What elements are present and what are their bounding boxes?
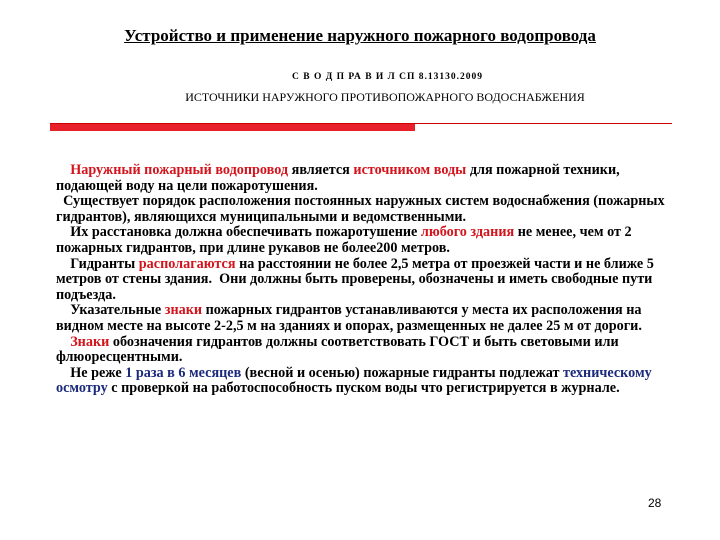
section-heading: ИСТОЧНИКИ НАРУЖНОГО ПРОТИВОПОЖАРНОГО ВОДОСНАБЖЕНИЯ (185, 90, 585, 104)
text-run: пожарных гидрантов устанавливаются у места их расположения на видном месте на высоте 2-2,5 м на зданиях и опорах, размещенных не далее 25 м от дороги. (56, 302, 646, 334)
text-run: с проверкой на работоспособность пуском воды что регистрируется в журнале. (107, 380, 620, 397)
regulation-code: С В О Д П РА В И Л СП 8.13130.2009 (292, 72, 484, 82)
body-text (56, 163, 676, 397)
text-run: Их расстановка должна обеспечивать пожаротушение (56, 224, 421, 241)
highlight-term: любого здания (420, 224, 515, 241)
highlight-term: Знаки (70, 333, 110, 350)
slide-title: Устройство и применение наружного пожарного водопровода (124, 26, 596, 45)
paragraph-6 (56, 335, 676, 366)
highlight-term: Наружный пожарный водопровод (70, 162, 289, 178)
text-run: не менее, чем от 2 пожарных гидрантов, при длине рукавов не более (56, 224, 636, 256)
highlight-term: знаки (164, 302, 203, 319)
text-run: 200 метров. (376, 239, 450, 256)
paragraph-3 (56, 225, 676, 256)
indent (56, 162, 70, 178)
paragraph-7 (56, 366, 676, 397)
text-run: Не реже (56, 364, 126, 381)
paragraph-5 (56, 303, 676, 334)
text-run: на расстоянии не более 2,5 метра от проезжей части и не ближе 5 метров от стены здания. Они должны быть проверены, обозначены и иметь свободные пути подъезда. (56, 255, 661, 303)
paragraph-2 (56, 194, 676, 225)
text-run: Указательные (56, 302, 165, 319)
paragraph-1 (56, 163, 676, 194)
text-run: Существует порядок расположения постоянных наружных систем водоснабжения (пожарных гидрантов), являющихся муниципальными и ведомственными. (56, 193, 669, 225)
highlight-term: располагаются (138, 255, 236, 272)
text-run: является (288, 162, 354, 178)
text-run (56, 334, 70, 350)
paragraph-4 (56, 257, 676, 304)
highlight-term: источником воды (353, 162, 467, 178)
highlight-term: 1 раза в 6 месяцев (125, 364, 242, 381)
text-run: Гидранты (56, 255, 139, 272)
highlight-term: техническому осмотру (56, 364, 656, 397)
page-number: 28 (648, 496, 662, 510)
text-run: для пожарной техники, подающей воду на цели пожаротушения. (56, 162, 624, 194)
text-run: обозначения гидрантов должны соответствовать ГОСТ и быть световыми или флюоресцентными. (56, 333, 623, 366)
text-run: (весной и осенью) пожарные гидранты подлежат (241, 364, 563, 381)
divider-thick-bar (50, 124, 415, 131)
